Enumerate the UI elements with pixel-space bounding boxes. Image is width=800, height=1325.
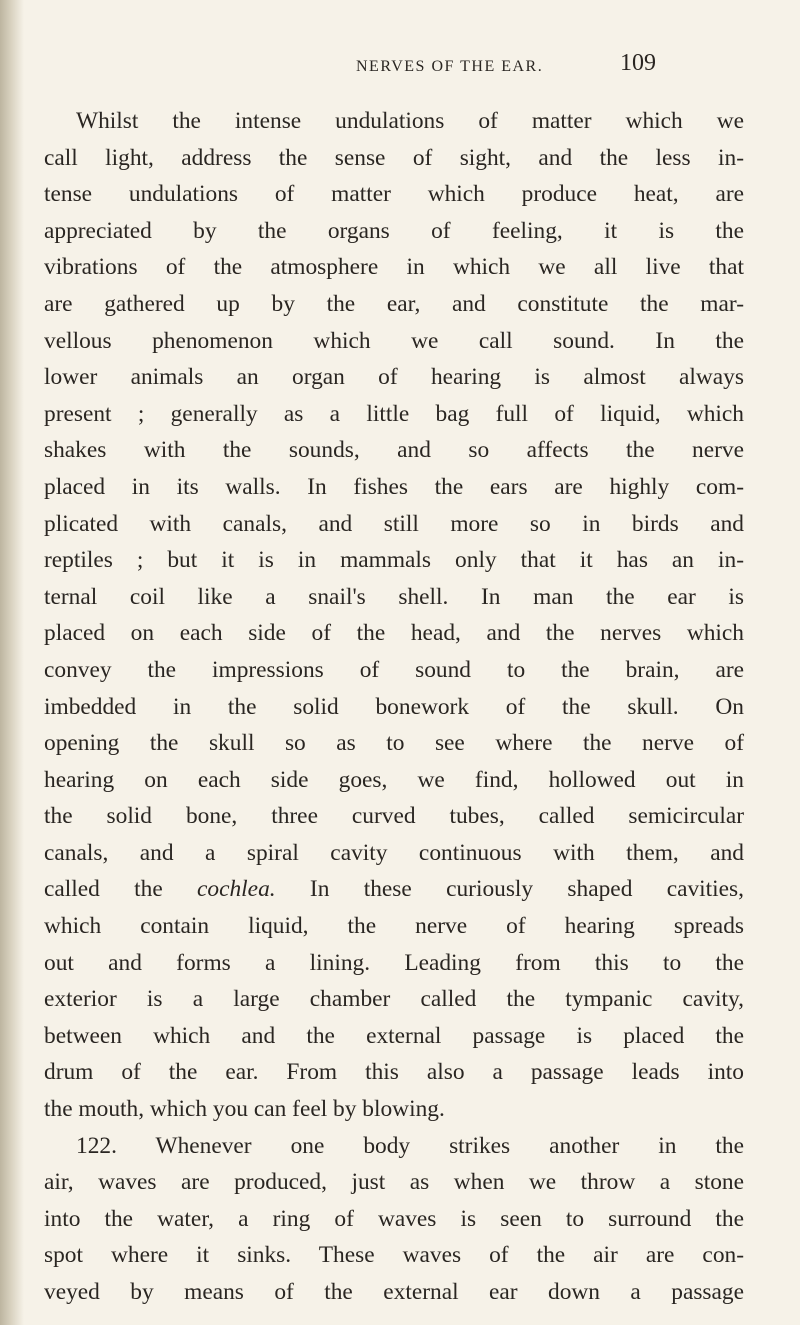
text-line: the mouth, which you can feel by blowing.: [44, 1096, 445, 1123]
text-line: between which and the external passage is placed the: [44, 1022, 744, 1049]
text-line: are gathered up by the ear, and constitute the mar-: [44, 290, 744, 317]
text-line: present ; generally as a little bag full of liquid, which: [44, 400, 744, 427]
text-line: vellous phenomenon which we call sound. In the: [44, 327, 744, 354]
text-line: shakes with the sounds, and so affects the nerve: [44, 437, 744, 464]
text-line: ternal coil like a snail's shell. In man the ear is: [44, 583, 744, 610]
text-line: imbedded in the solid bonework of the skull. On: [44, 693, 744, 720]
page-binding-shadow: [0, 0, 24, 1325]
paragraph: [44, 103, 744, 1128]
text-line: placed in its walls. In fishes the ears are highly com-: [44, 473, 744, 500]
text-line: the solid bone, three curved tubes, called semicircular: [44, 803, 744, 830]
text-line: lower animals an organ of hearing is almost always: [44, 364, 744, 391]
text-line: which contain liquid, the nerve of hearing spreads: [44, 913, 744, 940]
text-line: convey the impressions of sound to the brain, are: [44, 656, 744, 683]
text-line: placed on each side of the head, and the nerves which: [44, 620, 744, 647]
text-line: out and forms a lining. Leading from this to the: [44, 949, 744, 976]
body-text: [44, 103, 744, 1311]
text-line: [44, 871, 744, 908]
text-fragment: In these curiously shaped cavities,: [275, 876, 744, 903]
italic-term-cochlea: cochlea.: [197, 876, 276, 903]
running-head: NERVES OF THE EAR.: [356, 58, 544, 75]
text-line: drum of the ear. From this also a passage leads into: [44, 1059, 744, 1086]
text-line: reptiles ; but it is in mammals only that it has an in-: [44, 547, 744, 574]
text-line: 122. Whenever one body strikes another in the: [76, 1132, 744, 1159]
text-line: tense undulations of matter which produce heat, are: [44, 181, 744, 208]
text-line: appreciated by the organs of feeling, it is the: [44, 217, 744, 244]
page-header: [0, 50, 800, 90]
page-number: 109: [620, 50, 656, 76]
text-line: Whilst the intense undulations of matter which we: [76, 108, 744, 134]
text-line: exterior is a large chamber called the tympanic cavity,: [44, 986, 744, 1013]
paragraph-122: [44, 1128, 744, 1311]
text-line: vibrations of the atmosphere in which we all live that: [44, 254, 744, 281]
text-line: air, waves are produced, just as when we throw a stone: [44, 1169, 744, 1196]
text-line: spot where it sinks. These waves of the air are con-: [44, 1242, 744, 1269]
text-line: hearing on each side goes, we find, hollowed out in: [44, 766, 744, 793]
text-line: into the water, a ring of waves is seen to surround the: [44, 1205, 744, 1232]
text-fragment: called the: [44, 876, 198, 903]
text-line: call light, address the sense of sight, and the less in-: [44, 144, 744, 171]
text-line: opening the skull so as to see where the nerve of: [44, 730, 744, 757]
text-line: plicated with canals, and still more so in birds and: [44, 510, 744, 537]
text-line: veyed by means of the external ear down a passage: [44, 1279, 744, 1305]
text-line: canals, and a spiral cavity continuous with them, and: [44, 839, 744, 866]
